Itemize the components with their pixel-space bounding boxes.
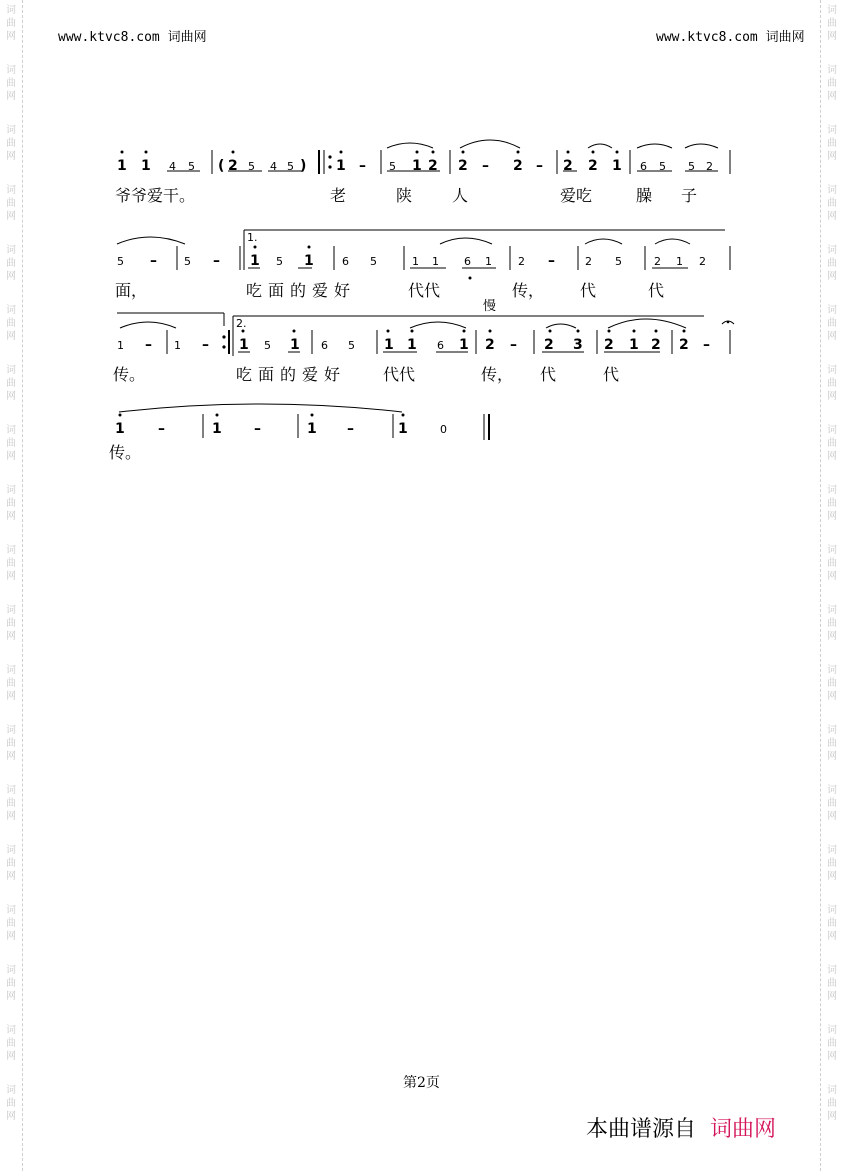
note: 2	[588, 158, 598, 174]
watermark-mark: 词 曲 网	[6, 725, 16, 762]
note: 1	[174, 339, 181, 352]
lyric: 老	[330, 186, 347, 205]
note: 2	[458, 158, 468, 174]
lyric: 代	[603, 365, 620, 384]
score-line-3	[117, 313, 734, 356]
header-left-url: www.ktvc8.com 词曲网	[58, 30, 207, 45]
source-credit	[586, 1112, 776, 1143]
note: 1	[117, 339, 124, 352]
watermark-mark: 词 曲 网	[827, 1025, 837, 1062]
note: 6	[342, 255, 349, 268]
note: –	[548, 253, 555, 269]
note: 1	[407, 337, 417, 353]
lyric: 吃面的爱好	[246, 281, 357, 300]
note: 6	[321, 339, 328, 352]
note: 5	[117, 255, 124, 268]
lyric: 代代	[383, 365, 416, 384]
watermark-mark: 词 曲 网	[6, 485, 16, 522]
note: 1	[336, 158, 346, 174]
watermark-mark: 词 曲 网	[6, 305, 16, 342]
volta-1: 1.	[247, 231, 258, 244]
note: –	[347, 421, 354, 437]
note: 2	[679, 337, 689, 353]
note: 1	[398, 421, 408, 437]
lyric: 传，	[512, 281, 545, 300]
note: 1	[304, 253, 314, 269]
score-line-4	[119, 404, 489, 440]
note: 5	[615, 255, 622, 268]
note: 3	[573, 337, 583, 353]
lyric: 传，	[481, 365, 514, 384]
watermark-mark: 词 曲 网	[827, 605, 837, 642]
note: 1	[290, 337, 300, 353]
watermark-mark: 词 曲 网	[827, 65, 837, 102]
note: 1	[676, 255, 683, 268]
watermark-mark: 词 曲 网	[6, 545, 16, 582]
note: 5	[264, 339, 271, 352]
note: 1	[612, 158, 622, 174]
note: 1	[485, 255, 492, 268]
watermark-mark: 词 曲 网	[6, 125, 16, 162]
watermark-mark: 词 曲 网	[6, 425, 16, 462]
note: 1	[117, 158, 127, 174]
watermark-mark: 词 曲 网	[6, 65, 16, 102]
note: 1	[239, 337, 249, 353]
volta-2: 2.	[236, 317, 247, 330]
watermark-mark: 词 曲 网	[827, 305, 837, 342]
note: 1	[212, 421, 222, 437]
watermark-mark: 词 曲 网	[827, 5, 837, 42]
lyric: 传。	[109, 443, 142, 462]
note: –	[482, 158, 489, 174]
lyric: 臊	[636, 186, 653, 205]
note: –	[536, 158, 543, 174]
page-number: 第2页	[403, 1075, 440, 1091]
note: (	[218, 158, 225, 174]
watermark-mark: 词 曲 网	[6, 365, 16, 402]
note: 0	[440, 423, 447, 436]
note: –	[145, 337, 152, 353]
score-line-2	[117, 230, 730, 270]
note: 2	[513, 158, 523, 174]
source-brand[interactable]: 词曲网	[710, 1117, 777, 1142]
lyric: 代	[540, 365, 557, 384]
source-prefix: 本曲谱源自	[586, 1117, 697, 1142]
note: 2	[654, 255, 661, 268]
lyric: 代代	[408, 281, 441, 300]
lyric: 爱吃	[560, 186, 593, 205]
note: –	[202, 337, 209, 353]
watermark-mark: 词 曲 网	[6, 905, 16, 942]
note: 2	[585, 255, 592, 268]
lyric: 陕	[396, 186, 413, 205]
note: 1	[115, 421, 125, 437]
note: 1	[307, 421, 317, 437]
note: –	[213, 253, 220, 269]
lyric: 传。	[113, 365, 146, 384]
note: 5	[688, 160, 695, 173]
lyric: 子	[681, 186, 698, 205]
note: –	[703, 337, 710, 353]
note: )	[300, 158, 307, 174]
watermark-mark: 词 曲 网	[827, 1085, 837, 1122]
note: 4	[169, 160, 176, 173]
note: 6	[464, 255, 471, 268]
note: 5	[370, 255, 377, 268]
watermark-mark: 词 曲 网	[6, 245, 16, 282]
lyric: 代	[648, 281, 665, 300]
lyric: 爷爷爱干。	[115, 186, 196, 205]
note: 2	[428, 158, 438, 174]
note: 5	[659, 160, 666, 173]
note: 1	[412, 158, 422, 174]
watermark-mark: 词 曲 网	[6, 965, 16, 1002]
note: 6	[640, 160, 647, 173]
lyric: 面，	[115, 281, 148, 300]
note: –	[150, 253, 157, 269]
watermark-mark: 词 曲 网	[6, 845, 16, 882]
note: 1	[412, 255, 419, 268]
watermark-mark: 词 曲 网	[827, 245, 837, 282]
note: 1	[384, 337, 394, 353]
note: 2	[651, 337, 661, 353]
watermark-mark: 词 曲 网	[827, 905, 837, 942]
note: 2	[706, 160, 713, 173]
note: 4	[270, 160, 277, 173]
note: 1	[459, 337, 469, 353]
note: 5	[188, 160, 195, 173]
note: 1	[629, 337, 639, 353]
note: 2	[518, 255, 525, 268]
note: 5	[389, 160, 396, 173]
note: 2	[604, 337, 614, 353]
note: 5	[276, 255, 283, 268]
watermark-mark: 词 曲 网	[827, 785, 837, 822]
watermark-mark: 词 曲 网	[6, 5, 16, 42]
watermark-mark: 词 曲 网	[827, 125, 837, 162]
watermark-mark: 词 曲 网	[827, 665, 837, 702]
note: 1	[141, 158, 151, 174]
lyric: 人	[452, 186, 469, 205]
note: 2	[563, 158, 573, 174]
note: 5	[184, 255, 191, 268]
header-right-url: www.ktvc8.com 词曲网	[656, 30, 805, 45]
watermark-mark: 词 曲 网	[6, 605, 16, 642]
note: 5	[248, 160, 255, 173]
note: 2	[228, 158, 238, 174]
watermark-mark: 词 曲 网	[6, 785, 16, 822]
watermark-mark: 词 曲 网	[6, 185, 16, 222]
watermark-mark: 词 曲 网	[6, 665, 16, 702]
watermark-mark: 词 曲 网	[827, 485, 837, 522]
note: 5	[287, 160, 294, 173]
note: 5	[348, 339, 355, 352]
note: 2	[699, 255, 706, 268]
lyric: 吃面的爱好	[236, 365, 347, 384]
watermark-mark: 词 曲 网	[827, 185, 837, 222]
note: 2	[544, 337, 554, 353]
note: 6	[437, 339, 444, 352]
note: 1	[432, 255, 439, 268]
note: 1	[250, 253, 260, 269]
note: –	[158, 421, 165, 437]
note: –	[510, 337, 517, 353]
watermark-mark: 词 曲 网	[6, 1025, 16, 1062]
watermark-mark: 词 曲 网	[827, 965, 837, 1002]
tempo-mark: 慢	[483, 299, 497, 314]
watermark-mark: 词 曲 网	[827, 365, 837, 402]
note: –	[254, 421, 261, 437]
watermark-mark: 词 曲 网	[827, 425, 837, 462]
note: –	[359, 158, 366, 174]
watermark-mark: 词 曲 网	[827, 845, 837, 882]
lyric: 代	[580, 281, 597, 300]
note: 2	[485, 337, 495, 353]
watermark-mark: 词 曲 网	[6, 1085, 16, 1122]
watermark-mark: 词 曲 网	[827, 545, 837, 582]
watermark-mark: 词 曲 网	[827, 725, 837, 762]
